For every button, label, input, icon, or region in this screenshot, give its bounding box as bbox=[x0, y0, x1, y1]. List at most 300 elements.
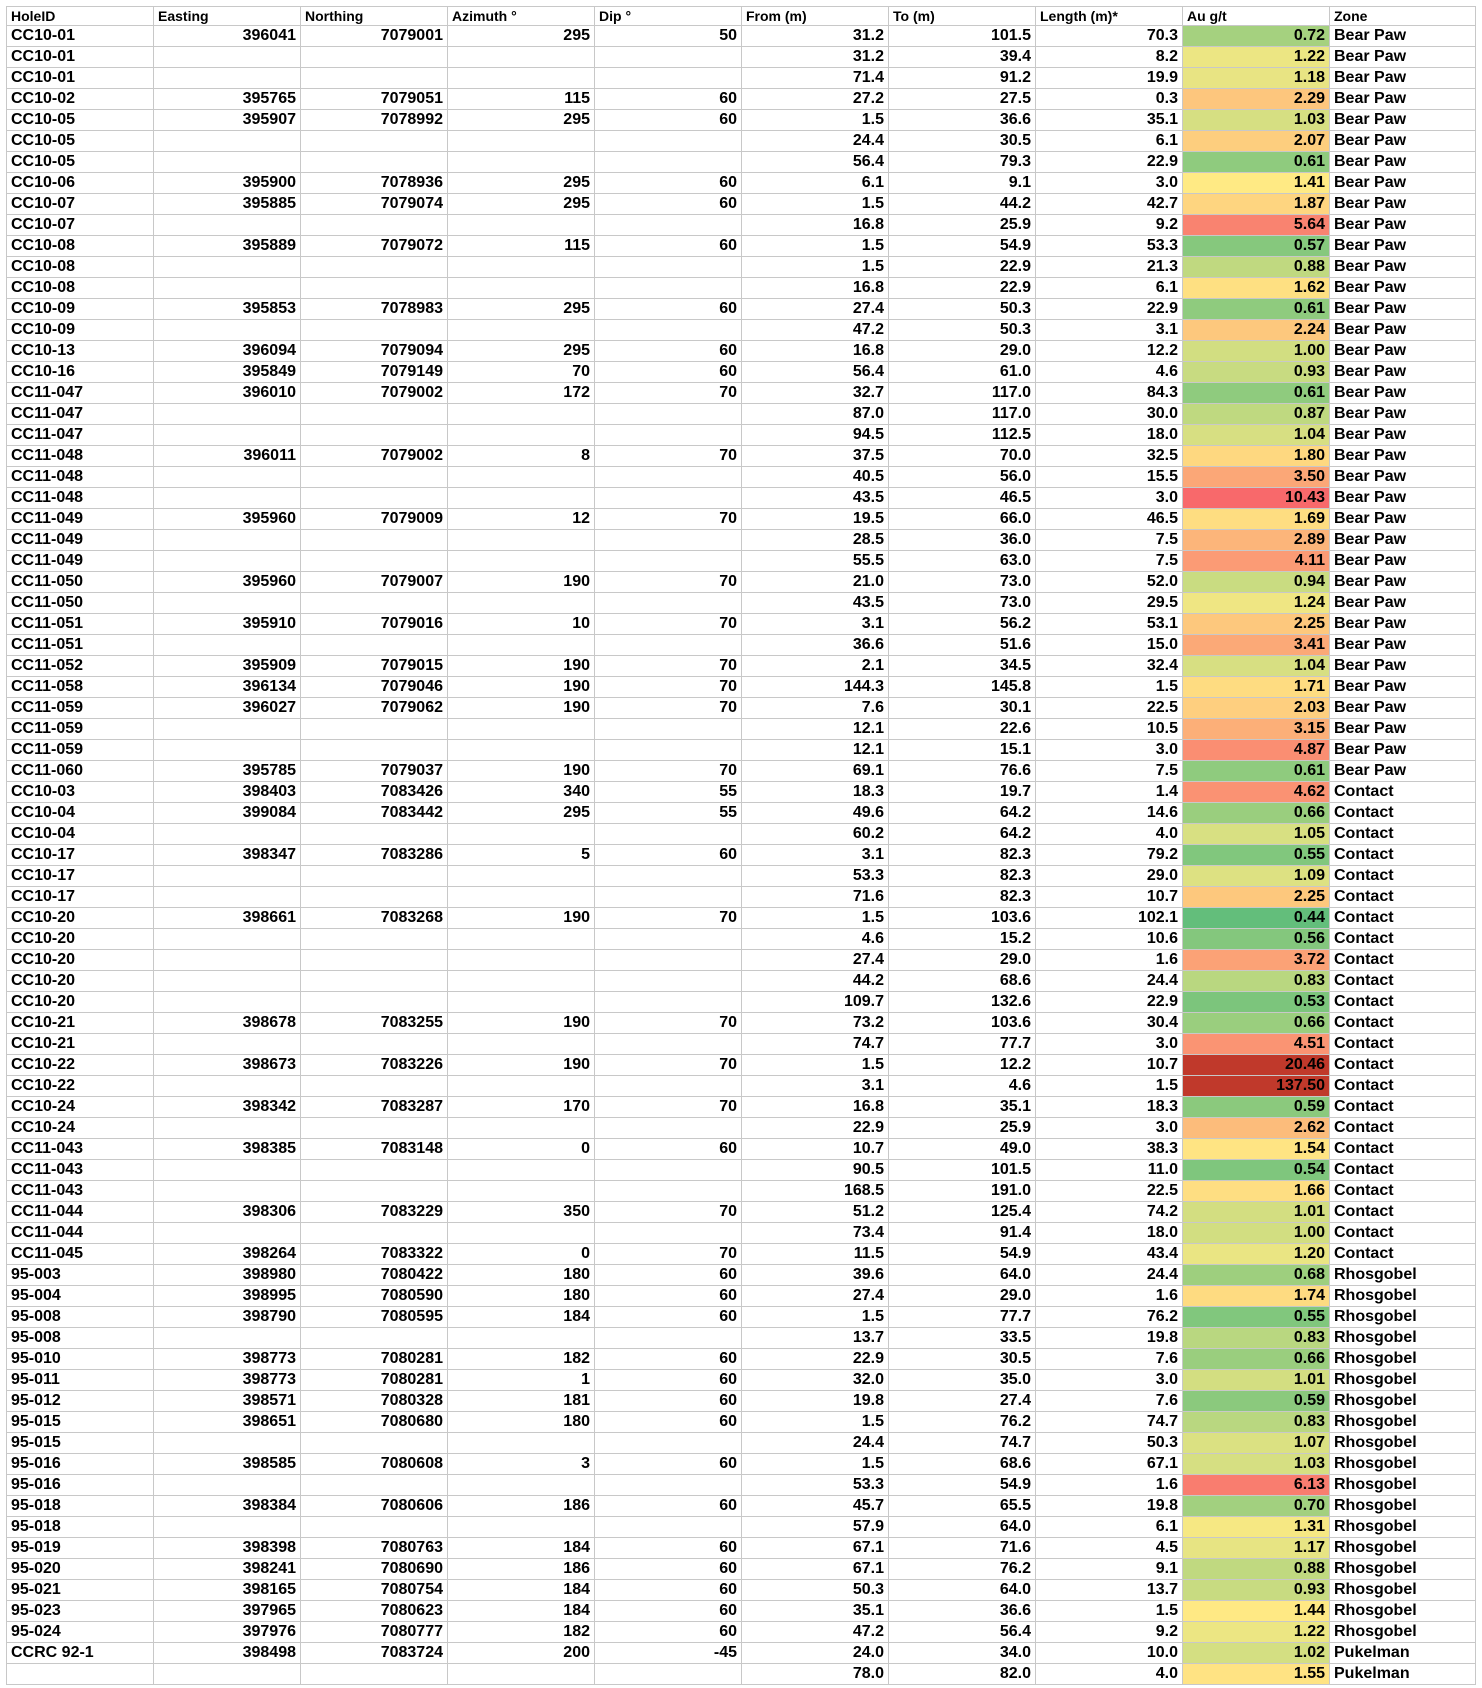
cell-au-grade[interactable]: 0.55 bbox=[1183, 1307, 1330, 1328]
cell-zone[interactable]: Rhosgobel bbox=[1330, 1496, 1476, 1517]
cell-to[interactable]: 71.6 bbox=[889, 1538, 1036, 1559]
cell-length[interactable]: 24.4 bbox=[1036, 971, 1183, 992]
cell-dip[interactable]: 55 bbox=[595, 782, 742, 803]
cell-to[interactable]: 56.4 bbox=[889, 1622, 1036, 1643]
cell-zone[interactable]: Rhosgobel bbox=[1330, 1454, 1476, 1475]
cell-dip[interactable] bbox=[595, 1160, 742, 1181]
cell-holeid[interactable]: CC10-01 bbox=[7, 26, 154, 47]
cell-easting[interactable]: 398347 bbox=[154, 845, 301, 866]
cell-length[interactable]: 4.5 bbox=[1036, 1538, 1183, 1559]
cell-easting[interactable] bbox=[154, 866, 301, 887]
cell-northing[interactable] bbox=[301, 131, 448, 152]
cell-dip[interactable] bbox=[595, 1433, 742, 1454]
cell-au-grade[interactable]: 0.59 bbox=[1183, 1097, 1330, 1118]
cell-holeid[interactable]: 95-003 bbox=[7, 1265, 154, 1286]
cell-holeid[interactable]: CC11-043 bbox=[7, 1160, 154, 1181]
cell-easting[interactable] bbox=[154, 215, 301, 236]
cell-to[interactable]: 30.5 bbox=[889, 1349, 1036, 1370]
cell-from[interactable]: 43.5 bbox=[742, 593, 889, 614]
cell-holeid[interactable]: 95-015 bbox=[7, 1412, 154, 1433]
cell-from[interactable]: 56.4 bbox=[742, 152, 889, 173]
cell-to[interactable]: 145.8 bbox=[889, 677, 1036, 698]
cell-from[interactable]: 27.4 bbox=[742, 950, 889, 971]
cell-azimuth[interactable] bbox=[448, 404, 595, 425]
cell-holeid[interactable]: CC11-047 bbox=[7, 425, 154, 446]
cell-to[interactable]: 35.1 bbox=[889, 1097, 1036, 1118]
cell-northing[interactable]: 7083442 bbox=[301, 803, 448, 824]
cell-zone[interactable]: Contact bbox=[1330, 1139, 1476, 1160]
cell-from[interactable]: 24.0 bbox=[742, 1643, 889, 1664]
cell-northing[interactable] bbox=[301, 1160, 448, 1181]
cell-zone[interactable]: Contact bbox=[1330, 1013, 1476, 1034]
cell-dip[interactable] bbox=[595, 887, 742, 908]
cell-holeid[interactable]: CC11-043 bbox=[7, 1139, 154, 1160]
cell-azimuth[interactable] bbox=[448, 887, 595, 908]
header-easting[interactable]: Easting bbox=[154, 7, 301, 26]
cell-zone[interactable]: Contact bbox=[1330, 824, 1476, 845]
cell-length[interactable]: 74.7 bbox=[1036, 1412, 1183, 1433]
cell-dip[interactable]: 60 bbox=[595, 845, 742, 866]
cell-holeid[interactable]: CC10-01 bbox=[7, 47, 154, 68]
cell-easting[interactable]: 395910 bbox=[154, 614, 301, 635]
cell-azimuth[interactable]: 184 bbox=[448, 1307, 595, 1328]
cell-from[interactable]: 27.4 bbox=[742, 1286, 889, 1307]
cell-au-grade[interactable]: 0.83 bbox=[1183, 1412, 1330, 1433]
cell-easting[interactable] bbox=[154, 740, 301, 761]
cell-azimuth[interactable] bbox=[448, 1328, 595, 1349]
cell-holeid[interactable]: CC10-07 bbox=[7, 215, 154, 236]
cell-zone[interactable]: Bear Paw bbox=[1330, 152, 1476, 173]
cell-easting[interactable]: 395849 bbox=[154, 362, 301, 383]
cell-length[interactable]: 42.7 bbox=[1036, 194, 1183, 215]
cell-au-grade[interactable]: 4.87 bbox=[1183, 740, 1330, 761]
cell-au-grade[interactable]: 3.15 bbox=[1183, 719, 1330, 740]
cell-from[interactable]: 109.7 bbox=[742, 992, 889, 1013]
cell-zone[interactable]: Rhosgobel bbox=[1330, 1580, 1476, 1601]
cell-au-grade[interactable]: 1.22 bbox=[1183, 47, 1330, 68]
cell-to[interactable]: 9.1 bbox=[889, 173, 1036, 194]
cell-from[interactable]: 27.2 bbox=[742, 89, 889, 110]
cell-from[interactable]: 49.6 bbox=[742, 803, 889, 824]
cell-length[interactable]: 15.0 bbox=[1036, 635, 1183, 656]
cell-au-grade[interactable]: 2.62 bbox=[1183, 1118, 1330, 1139]
cell-to[interactable]: 29.0 bbox=[889, 1286, 1036, 1307]
cell-length[interactable]: 22.5 bbox=[1036, 1181, 1183, 1202]
cell-zone[interactable]: Bear Paw bbox=[1330, 299, 1476, 320]
cell-azimuth[interactable] bbox=[448, 530, 595, 551]
cell-northing[interactable] bbox=[301, 950, 448, 971]
cell-au-grade[interactable]: 4.11 bbox=[1183, 551, 1330, 572]
cell-au-grade[interactable]: 1.31 bbox=[1183, 1517, 1330, 1538]
cell-length[interactable]: 19.8 bbox=[1036, 1328, 1183, 1349]
cell-au-grade[interactable]: 0.93 bbox=[1183, 362, 1330, 383]
cell-length[interactable]: 10.0 bbox=[1036, 1643, 1183, 1664]
cell-to[interactable]: 35.0 bbox=[889, 1370, 1036, 1391]
cell-northing[interactable]: 7080623 bbox=[301, 1601, 448, 1622]
cell-au-grade[interactable]: 0.88 bbox=[1183, 257, 1330, 278]
cell-zone[interactable]: Bear Paw bbox=[1330, 383, 1476, 404]
cell-dip[interactable] bbox=[595, 404, 742, 425]
cell-holeid[interactable]: CC10-22 bbox=[7, 1055, 154, 1076]
cell-holeid[interactable]: CC10-05 bbox=[7, 110, 154, 131]
cell-dip[interactable]: 70 bbox=[595, 908, 742, 929]
cell-easting[interactable]: 398403 bbox=[154, 782, 301, 803]
cell-dip[interactable]: 70 bbox=[595, 509, 742, 530]
cell-au-grade[interactable]: 1.55 bbox=[1183, 1664, 1330, 1685]
cell-au-grade[interactable]: 0.55 bbox=[1183, 845, 1330, 866]
cell-holeid[interactable]: 95-020 bbox=[7, 1559, 154, 1580]
cell-zone[interactable]: Rhosgobel bbox=[1330, 1517, 1476, 1538]
cell-azimuth[interactable]: 115 bbox=[448, 236, 595, 257]
cell-holeid[interactable]: 95-024 bbox=[7, 1622, 154, 1643]
cell-zone[interactable]: Contact bbox=[1330, 1181, 1476, 1202]
cell-from[interactable]: 69.1 bbox=[742, 761, 889, 782]
cell-au-grade[interactable]: 0.70 bbox=[1183, 1496, 1330, 1517]
cell-northing[interactable]: 7079015 bbox=[301, 656, 448, 677]
cell-azimuth[interactable]: 1 bbox=[448, 1370, 595, 1391]
cell-easting[interactable]: 395900 bbox=[154, 173, 301, 194]
cell-zone[interactable]: Rhosgobel bbox=[1330, 1307, 1476, 1328]
cell-northing[interactable] bbox=[301, 1223, 448, 1244]
cell-dip[interactable]: 60 bbox=[595, 1601, 742, 1622]
cell-northing[interactable]: 7083426 bbox=[301, 782, 448, 803]
header-au-grade[interactable]: Au g/t bbox=[1183, 7, 1330, 26]
cell-from[interactable]: 31.2 bbox=[742, 47, 889, 68]
cell-zone[interactable]: Contact bbox=[1330, 908, 1476, 929]
cell-au-grade[interactable]: 1.01 bbox=[1183, 1202, 1330, 1223]
cell-zone[interactable]: Bear Paw bbox=[1330, 110, 1476, 131]
cell-holeid[interactable]: CC10-21 bbox=[7, 1034, 154, 1055]
cell-dip[interactable] bbox=[595, 152, 742, 173]
cell-azimuth[interactable] bbox=[448, 215, 595, 236]
cell-azimuth[interactable] bbox=[448, 1664, 595, 1685]
cell-length[interactable]: 18.0 bbox=[1036, 1223, 1183, 1244]
cell-au-grade[interactable]: 0.94 bbox=[1183, 572, 1330, 593]
cell-from[interactable]: 31.2 bbox=[742, 26, 889, 47]
cell-au-grade[interactable]: 1.01 bbox=[1183, 1370, 1330, 1391]
cell-from[interactable]: 3.1 bbox=[742, 845, 889, 866]
cell-northing[interactable]: 7080680 bbox=[301, 1412, 448, 1433]
cell-to[interactable]: 70.0 bbox=[889, 446, 1036, 467]
cell-easting[interactable]: 398498 bbox=[154, 1643, 301, 1664]
cell-northing[interactable] bbox=[301, 1181, 448, 1202]
cell-au-grade[interactable]: 0.83 bbox=[1183, 1328, 1330, 1349]
cell-length[interactable]: 22.9 bbox=[1036, 152, 1183, 173]
cell-northing[interactable] bbox=[301, 551, 448, 572]
cell-azimuth[interactable]: 190 bbox=[448, 1013, 595, 1034]
cell-holeid[interactable]: 95-012 bbox=[7, 1391, 154, 1412]
cell-from[interactable]: 73.4 bbox=[742, 1223, 889, 1244]
cell-au-grade[interactable]: 1.02 bbox=[1183, 1643, 1330, 1664]
cell-easting[interactable] bbox=[154, 635, 301, 656]
cell-azimuth[interactable]: 184 bbox=[448, 1538, 595, 1559]
cell-azimuth[interactable]: 200 bbox=[448, 1643, 595, 1664]
cell-to[interactable]: 101.5 bbox=[889, 26, 1036, 47]
cell-azimuth[interactable] bbox=[448, 1181, 595, 1202]
cell-holeid[interactable]: 95-008 bbox=[7, 1307, 154, 1328]
cell-dip[interactable]: 60 bbox=[595, 1265, 742, 1286]
cell-dip[interactable]: 60 bbox=[595, 1622, 742, 1643]
cell-azimuth[interactable] bbox=[448, 593, 595, 614]
cell-au-grade[interactable]: 1.69 bbox=[1183, 509, 1330, 530]
cell-northing[interactable]: 7080608 bbox=[301, 1454, 448, 1475]
cell-au-grade[interactable]: 4.51 bbox=[1183, 1034, 1330, 1055]
cell-northing[interactable] bbox=[301, 1076, 448, 1097]
cell-northing[interactable]: 7080690 bbox=[301, 1559, 448, 1580]
cell-azimuth[interactable]: 10 bbox=[448, 614, 595, 635]
cell-azimuth[interactable] bbox=[448, 950, 595, 971]
cell-dip[interactable]: 60 bbox=[595, 173, 742, 194]
cell-length[interactable]: 22.5 bbox=[1036, 698, 1183, 719]
cell-from[interactable]: 78.0 bbox=[742, 1664, 889, 1685]
cell-length[interactable]: 6.1 bbox=[1036, 278, 1183, 299]
cell-azimuth[interactable]: 115 bbox=[448, 89, 595, 110]
cell-length[interactable]: 24.4 bbox=[1036, 1265, 1183, 1286]
cell-zone[interactable]: Rhosgobel bbox=[1330, 1328, 1476, 1349]
cell-zone[interactable]: Contact bbox=[1330, 1034, 1476, 1055]
cell-azimuth[interactable] bbox=[448, 1517, 595, 1538]
cell-northing[interactable] bbox=[301, 530, 448, 551]
cell-length[interactable]: 32.4 bbox=[1036, 656, 1183, 677]
cell-easting[interactable] bbox=[154, 1475, 301, 1496]
cell-holeid[interactable]: CC10-08 bbox=[7, 257, 154, 278]
cell-dip[interactable]: 60 bbox=[595, 1580, 742, 1601]
cell-northing[interactable]: 7080590 bbox=[301, 1286, 448, 1307]
cell-length[interactable]: 38.3 bbox=[1036, 1139, 1183, 1160]
cell-northing[interactable] bbox=[301, 278, 448, 299]
cell-au-grade[interactable]: 0.56 bbox=[1183, 929, 1330, 950]
cell-dip[interactable] bbox=[595, 1517, 742, 1538]
cell-holeid[interactable]: CC11-049 bbox=[7, 551, 154, 572]
cell-dip[interactable]: 60 bbox=[595, 1391, 742, 1412]
cell-length[interactable]: 1.6 bbox=[1036, 1475, 1183, 1496]
cell-easting[interactable]: 399084 bbox=[154, 803, 301, 824]
cell-from[interactable]: 43.5 bbox=[742, 488, 889, 509]
cell-easting[interactable]: 395853 bbox=[154, 299, 301, 320]
cell-zone[interactable]: Rhosgobel bbox=[1330, 1538, 1476, 1559]
cell-easting[interactable]: 397965 bbox=[154, 1601, 301, 1622]
cell-dip[interactable]: 70 bbox=[595, 572, 742, 593]
cell-length[interactable]: 3.0 bbox=[1036, 740, 1183, 761]
cell-easting[interactable] bbox=[154, 593, 301, 614]
cell-azimuth[interactable] bbox=[448, 1433, 595, 1454]
cell-azimuth[interactable]: 182 bbox=[448, 1622, 595, 1643]
cell-northing[interactable] bbox=[301, 635, 448, 656]
cell-dip[interactable]: 60 bbox=[595, 1286, 742, 1307]
cell-zone[interactable]: Bear Paw bbox=[1330, 320, 1476, 341]
cell-easting[interactable] bbox=[154, 824, 301, 845]
cell-au-grade[interactable]: 2.03 bbox=[1183, 698, 1330, 719]
cell-easting[interactable]: 395785 bbox=[154, 761, 301, 782]
cell-easting[interactable]: 398165 bbox=[154, 1580, 301, 1601]
cell-length[interactable]: 13.7 bbox=[1036, 1580, 1183, 1601]
cell-easting[interactable]: 395960 bbox=[154, 509, 301, 530]
cell-from[interactable]: 56.4 bbox=[742, 362, 889, 383]
cell-au-grade[interactable]: 1.17 bbox=[1183, 1538, 1330, 1559]
cell-zone[interactable]: Bear Paw bbox=[1330, 740, 1476, 761]
cell-northing[interactable]: 7079046 bbox=[301, 677, 448, 698]
cell-length[interactable]: 21.3 bbox=[1036, 257, 1183, 278]
cell-easting[interactable] bbox=[154, 68, 301, 89]
cell-easting[interactable] bbox=[154, 131, 301, 152]
cell-azimuth[interactable] bbox=[448, 635, 595, 656]
cell-dip[interactable]: 60 bbox=[595, 1559, 742, 1580]
cell-to[interactable]: 79.3 bbox=[889, 152, 1036, 173]
cell-holeid[interactable]: CC10-08 bbox=[7, 278, 154, 299]
cell-zone[interactable]: Contact bbox=[1330, 1118, 1476, 1139]
cell-length[interactable]: 7.6 bbox=[1036, 1391, 1183, 1412]
cell-au-grade[interactable]: 0.59 bbox=[1183, 1391, 1330, 1412]
cell-from[interactable]: 7.6 bbox=[742, 698, 889, 719]
cell-to[interactable]: 54.9 bbox=[889, 236, 1036, 257]
cell-zone[interactable]: Pukelman bbox=[1330, 1643, 1476, 1664]
cell-northing[interactable] bbox=[301, 1517, 448, 1538]
cell-holeid[interactable]: 95-019 bbox=[7, 1538, 154, 1559]
cell-easting[interactable]: 398773 bbox=[154, 1349, 301, 1370]
cell-holeid[interactable]: CC10-05 bbox=[7, 152, 154, 173]
cell-length[interactable]: 22.9 bbox=[1036, 992, 1183, 1013]
cell-length[interactable]: 12.2 bbox=[1036, 341, 1183, 362]
cell-zone[interactable]: Bear Paw bbox=[1330, 719, 1476, 740]
cell-dip[interactable]: 55 bbox=[595, 803, 742, 824]
cell-length[interactable]: 53.1 bbox=[1036, 614, 1183, 635]
cell-zone[interactable]: Pukelman bbox=[1330, 1664, 1476, 1685]
cell-holeid[interactable]: CC11-059 bbox=[7, 740, 154, 761]
cell-dip[interactable]: 60 bbox=[595, 110, 742, 131]
cell-easting[interactable]: 398306 bbox=[154, 1202, 301, 1223]
header-from[interactable]: From (m) bbox=[742, 7, 889, 26]
cell-holeid[interactable]: CC11-048 bbox=[7, 446, 154, 467]
cell-au-grade[interactable]: 0.83 bbox=[1183, 971, 1330, 992]
cell-au-grade[interactable]: 0.66 bbox=[1183, 1349, 1330, 1370]
cell-au-grade[interactable]: 2.24 bbox=[1183, 320, 1330, 341]
cell-easting[interactable]: 395960 bbox=[154, 572, 301, 593]
cell-from[interactable]: 1.5 bbox=[742, 236, 889, 257]
cell-zone[interactable]: Rhosgobel bbox=[1330, 1370, 1476, 1391]
cell-to[interactable]: 64.0 bbox=[889, 1265, 1036, 1286]
cell-length[interactable]: 46.5 bbox=[1036, 509, 1183, 530]
cell-to[interactable]: 30.1 bbox=[889, 698, 1036, 719]
cell-holeid[interactable]: CCRC 92-1 bbox=[7, 1643, 154, 1664]
cell-azimuth[interactable]: 350 bbox=[448, 1202, 595, 1223]
cell-northing[interactable] bbox=[301, 929, 448, 950]
cell-azimuth[interactable]: 180 bbox=[448, 1286, 595, 1307]
cell-northing[interactable]: 7083255 bbox=[301, 1013, 448, 1034]
cell-easting[interactable]: 398585 bbox=[154, 1454, 301, 1475]
cell-from[interactable]: 1.5 bbox=[742, 1307, 889, 1328]
cell-to[interactable]: 117.0 bbox=[889, 383, 1036, 404]
cell-zone[interactable]: Bear Paw bbox=[1330, 236, 1476, 257]
cell-holeid[interactable]: CC10-07 bbox=[7, 194, 154, 215]
cell-au-grade[interactable]: 0.54 bbox=[1183, 1160, 1330, 1181]
cell-to[interactable]: 50.3 bbox=[889, 299, 1036, 320]
cell-to[interactable]: 68.6 bbox=[889, 971, 1036, 992]
cell-length[interactable]: 9.1 bbox=[1036, 1559, 1183, 1580]
cell-from[interactable]: 60.2 bbox=[742, 824, 889, 845]
cell-northing[interactable]: 7079074 bbox=[301, 194, 448, 215]
cell-au-grade[interactable]: 2.25 bbox=[1183, 614, 1330, 635]
cell-length[interactable]: 8.2 bbox=[1036, 47, 1183, 68]
cell-zone[interactable]: Contact bbox=[1330, 1202, 1476, 1223]
cell-length[interactable]: 1.5 bbox=[1036, 1601, 1183, 1622]
cell-from[interactable]: 53.3 bbox=[742, 1475, 889, 1496]
cell-azimuth[interactable] bbox=[448, 971, 595, 992]
cell-azimuth[interactable]: 170 bbox=[448, 1097, 595, 1118]
cell-au-grade[interactable]: 6.13 bbox=[1183, 1475, 1330, 1496]
cell-from[interactable]: 47.2 bbox=[742, 320, 889, 341]
cell-to[interactable]: 56.0 bbox=[889, 467, 1036, 488]
cell-northing[interactable]: 7079009 bbox=[301, 509, 448, 530]
cell-northing[interactable]: 7079007 bbox=[301, 572, 448, 593]
cell-zone[interactable]: Bear Paw bbox=[1330, 635, 1476, 656]
cell-holeid[interactable] bbox=[7, 1664, 154, 1685]
cell-length[interactable]: 30.0 bbox=[1036, 404, 1183, 425]
cell-zone[interactable]: Contact bbox=[1330, 1160, 1476, 1181]
cell-northing[interactable]: 7078936 bbox=[301, 173, 448, 194]
cell-holeid[interactable]: CC10-20 bbox=[7, 971, 154, 992]
cell-zone[interactable]: Contact bbox=[1330, 1097, 1476, 1118]
cell-dip[interactable]: 70 bbox=[595, 1013, 742, 1034]
cell-to[interactable]: 76.2 bbox=[889, 1412, 1036, 1433]
cell-azimuth[interactable]: 295 bbox=[448, 803, 595, 824]
cell-to[interactable]: 112.5 bbox=[889, 425, 1036, 446]
cell-length[interactable]: 3.0 bbox=[1036, 1370, 1183, 1391]
cell-length[interactable]: 52.0 bbox=[1036, 572, 1183, 593]
cell-dip[interactable]: 70 bbox=[595, 761, 742, 782]
cell-to[interactable]: 12.2 bbox=[889, 1055, 1036, 1076]
cell-to[interactable]: 61.0 bbox=[889, 362, 1036, 383]
cell-to[interactable]: 33.5 bbox=[889, 1328, 1036, 1349]
cell-holeid[interactable]: CC11-051 bbox=[7, 614, 154, 635]
cell-au-grade[interactable]: 2.07 bbox=[1183, 131, 1330, 152]
cell-dip[interactable] bbox=[595, 740, 742, 761]
cell-dip[interactable] bbox=[595, 1223, 742, 1244]
cell-northing[interactable] bbox=[301, 1433, 448, 1454]
cell-northing[interactable] bbox=[301, 1475, 448, 1496]
cell-to[interactable]: 30.5 bbox=[889, 131, 1036, 152]
cell-holeid[interactable]: CC10-01 bbox=[7, 68, 154, 89]
cell-to[interactable]: 101.5 bbox=[889, 1160, 1036, 1181]
cell-easting[interactable] bbox=[154, 488, 301, 509]
cell-holeid[interactable]: CC10-21 bbox=[7, 1013, 154, 1034]
cell-holeid[interactable]: CC11-047 bbox=[7, 383, 154, 404]
cell-dip[interactable]: 60 bbox=[595, 341, 742, 362]
cell-northing[interactable] bbox=[301, 1034, 448, 1055]
cell-azimuth[interactable] bbox=[448, 278, 595, 299]
cell-length[interactable]: 15.5 bbox=[1036, 467, 1183, 488]
cell-to[interactable]: 63.0 bbox=[889, 551, 1036, 572]
cell-holeid[interactable]: CC10-22 bbox=[7, 1076, 154, 1097]
cell-northing[interactable]: 7080328 bbox=[301, 1391, 448, 1412]
cell-to[interactable]: 27.4 bbox=[889, 1391, 1036, 1412]
cell-to[interactable]: 36.6 bbox=[889, 110, 1036, 131]
cell-from[interactable]: 21.0 bbox=[742, 572, 889, 593]
cell-from[interactable]: 168.5 bbox=[742, 1181, 889, 1202]
cell-easting[interactable] bbox=[154, 950, 301, 971]
cell-zone[interactable]: Rhosgobel bbox=[1330, 1433, 1476, 1454]
cell-easting[interactable]: 396094 bbox=[154, 341, 301, 362]
cell-dip[interactable]: -45 bbox=[595, 1643, 742, 1664]
cell-azimuth[interactable] bbox=[448, 740, 595, 761]
cell-au-grade[interactable]: 1.00 bbox=[1183, 1223, 1330, 1244]
cell-azimuth[interactable] bbox=[448, 1118, 595, 1139]
cell-to[interactable]: 27.5 bbox=[889, 89, 1036, 110]
cell-northing[interactable]: 7080281 bbox=[301, 1370, 448, 1391]
cell-from[interactable]: 24.4 bbox=[742, 131, 889, 152]
cell-zone[interactable]: Rhosgobel bbox=[1330, 1391, 1476, 1412]
cell-dip[interactable]: 60 bbox=[595, 1370, 742, 1391]
cell-au-grade[interactable]: 0.61 bbox=[1183, 761, 1330, 782]
